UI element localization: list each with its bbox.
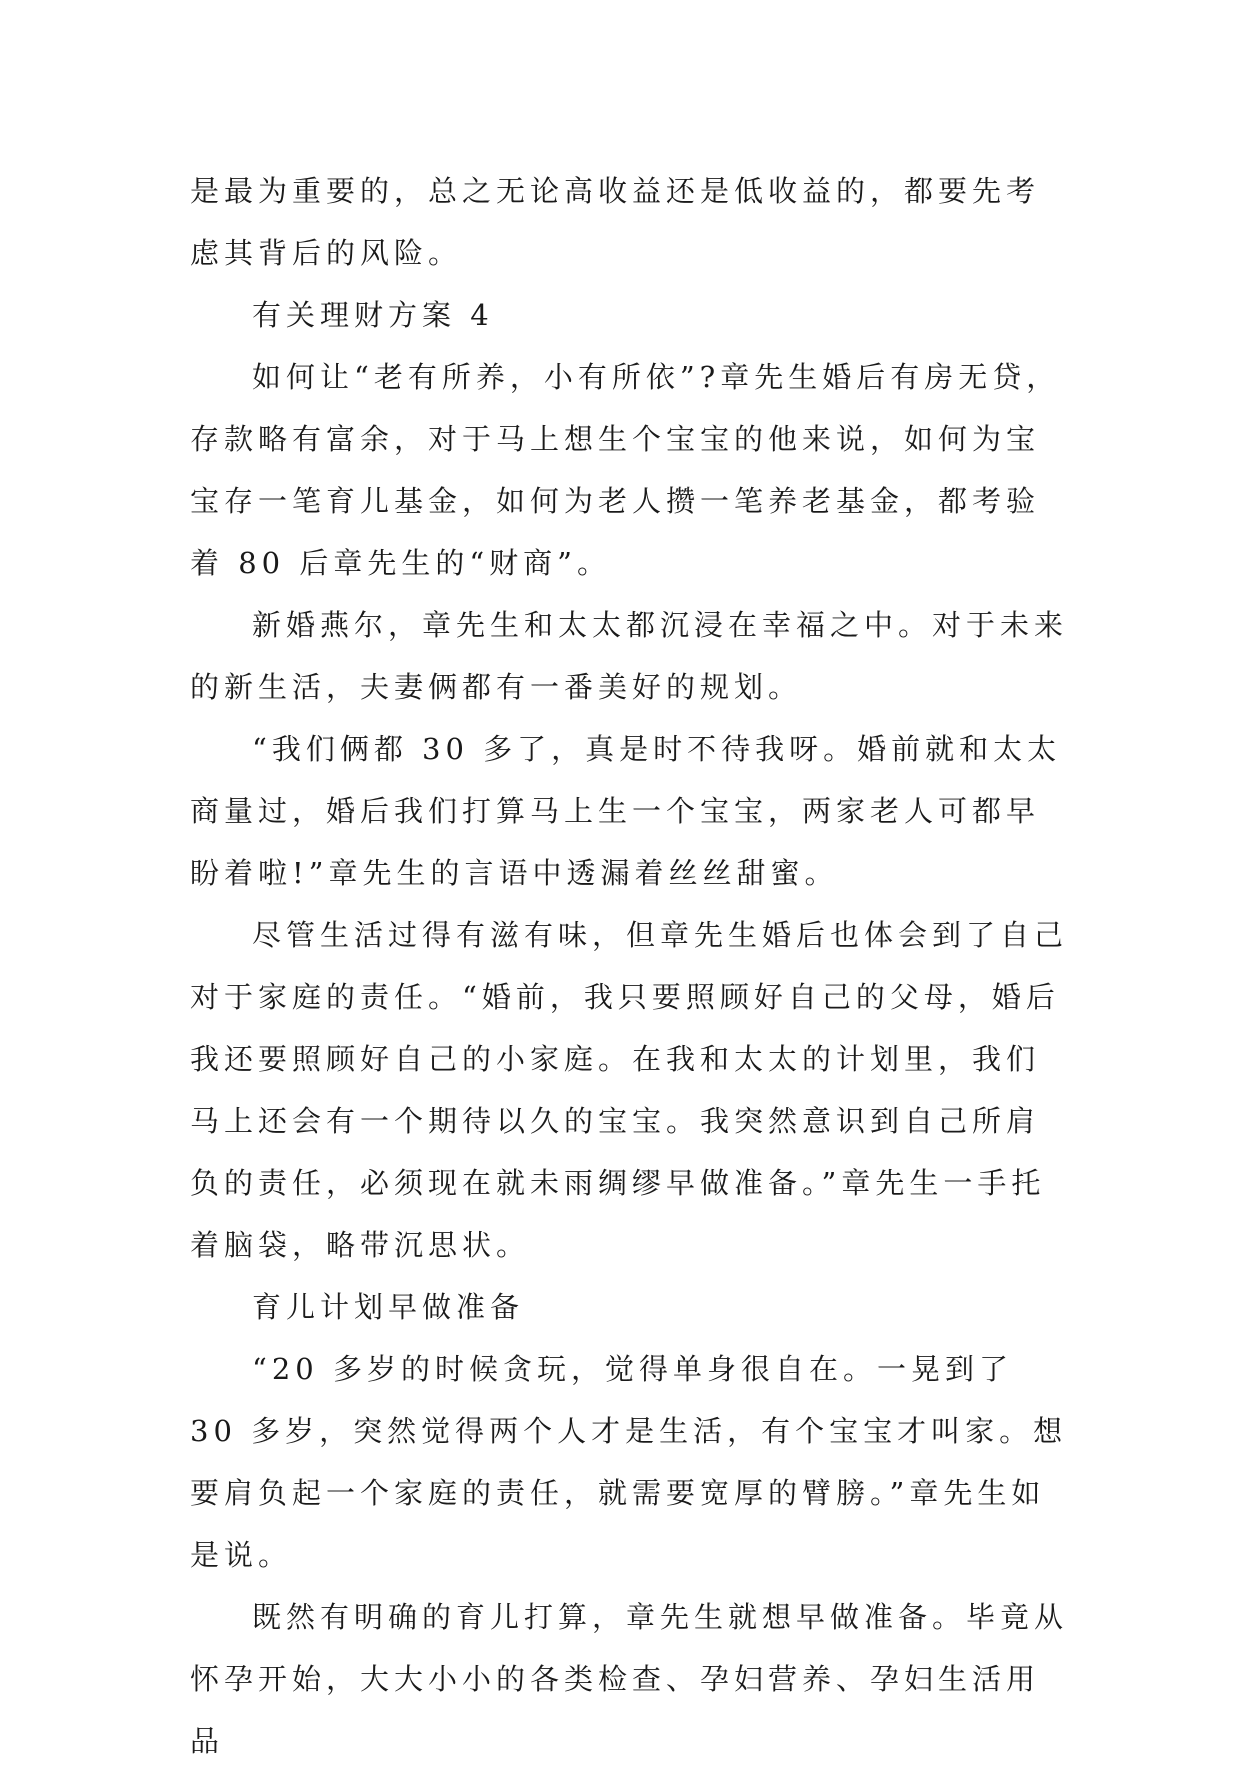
paragraph: “20 多岁的时候贪玩，觉得单身很自在。一晃到了 30 多岁，突然觉得两个人才是生活，有个宝宝才叫家。想要肩负起一个家庭的责任，就需要宽厚的臂膀。”章先生如是说。 <box>190 1352 1068 1572</box>
paragraph: 既然有明确的育儿打算，章先生就想早做准备。毕竟从怀孕开始，大大小小的各类检查、孕妇营养、孕妇生活用品 <box>190 1600 1069 1758</box>
paragraph: 尽管生活过得有滋有味，但章先生婚后也体会到了自己对于家庭的责任。“婚前，我只要照顾好自己的父母，婚后我还要照顾好自己的小家庭。在我和太太的计划里，我们马上还会有一个期待以久的宝宝。我突然意识到自己所肩负的责任，必须现在就未雨绸缪早做准备。”章先生一手托着脑袋，略带沉思状。 <box>190 918 1069 1262</box>
paragraph-continuation: 是最为重要的，总之无论高收益还是低收益的，都要先考虑其背后的风险。 <box>190 174 1041 270</box>
paragraph: “我们俩都 30 多了，真是时不待我呀。婚前就和太太商量过，婚后我们打算马上生一个宝宝，两家老人可都早盼着啦!”章先生的言语中透漏着丝丝甜蜜。 <box>190 732 1062 890</box>
section-heading: 有关理财方案 4 <box>252 298 494 332</box>
document-page <box>190 160 1070 1772</box>
subsection-heading: 育儿计划早做准备 <box>252 1290 525 1324</box>
paragraph: 新婚燕尔，章先生和太太都沉浸在幸福之中。对于未来的新生活，夫妻俩都有一番美好的规划。 <box>190 608 1069 704</box>
paragraph: 如何让“老有所养，小有所依”?章先生婚后有房无贷，存款略有富余，对于马上想生个宝宝的他来说，如何为宝宝存一笔育儿基金，如何为老人攒一笔养老基金，都考验着 80 后章先生的“财商”。 <box>190 360 1061 580</box>
